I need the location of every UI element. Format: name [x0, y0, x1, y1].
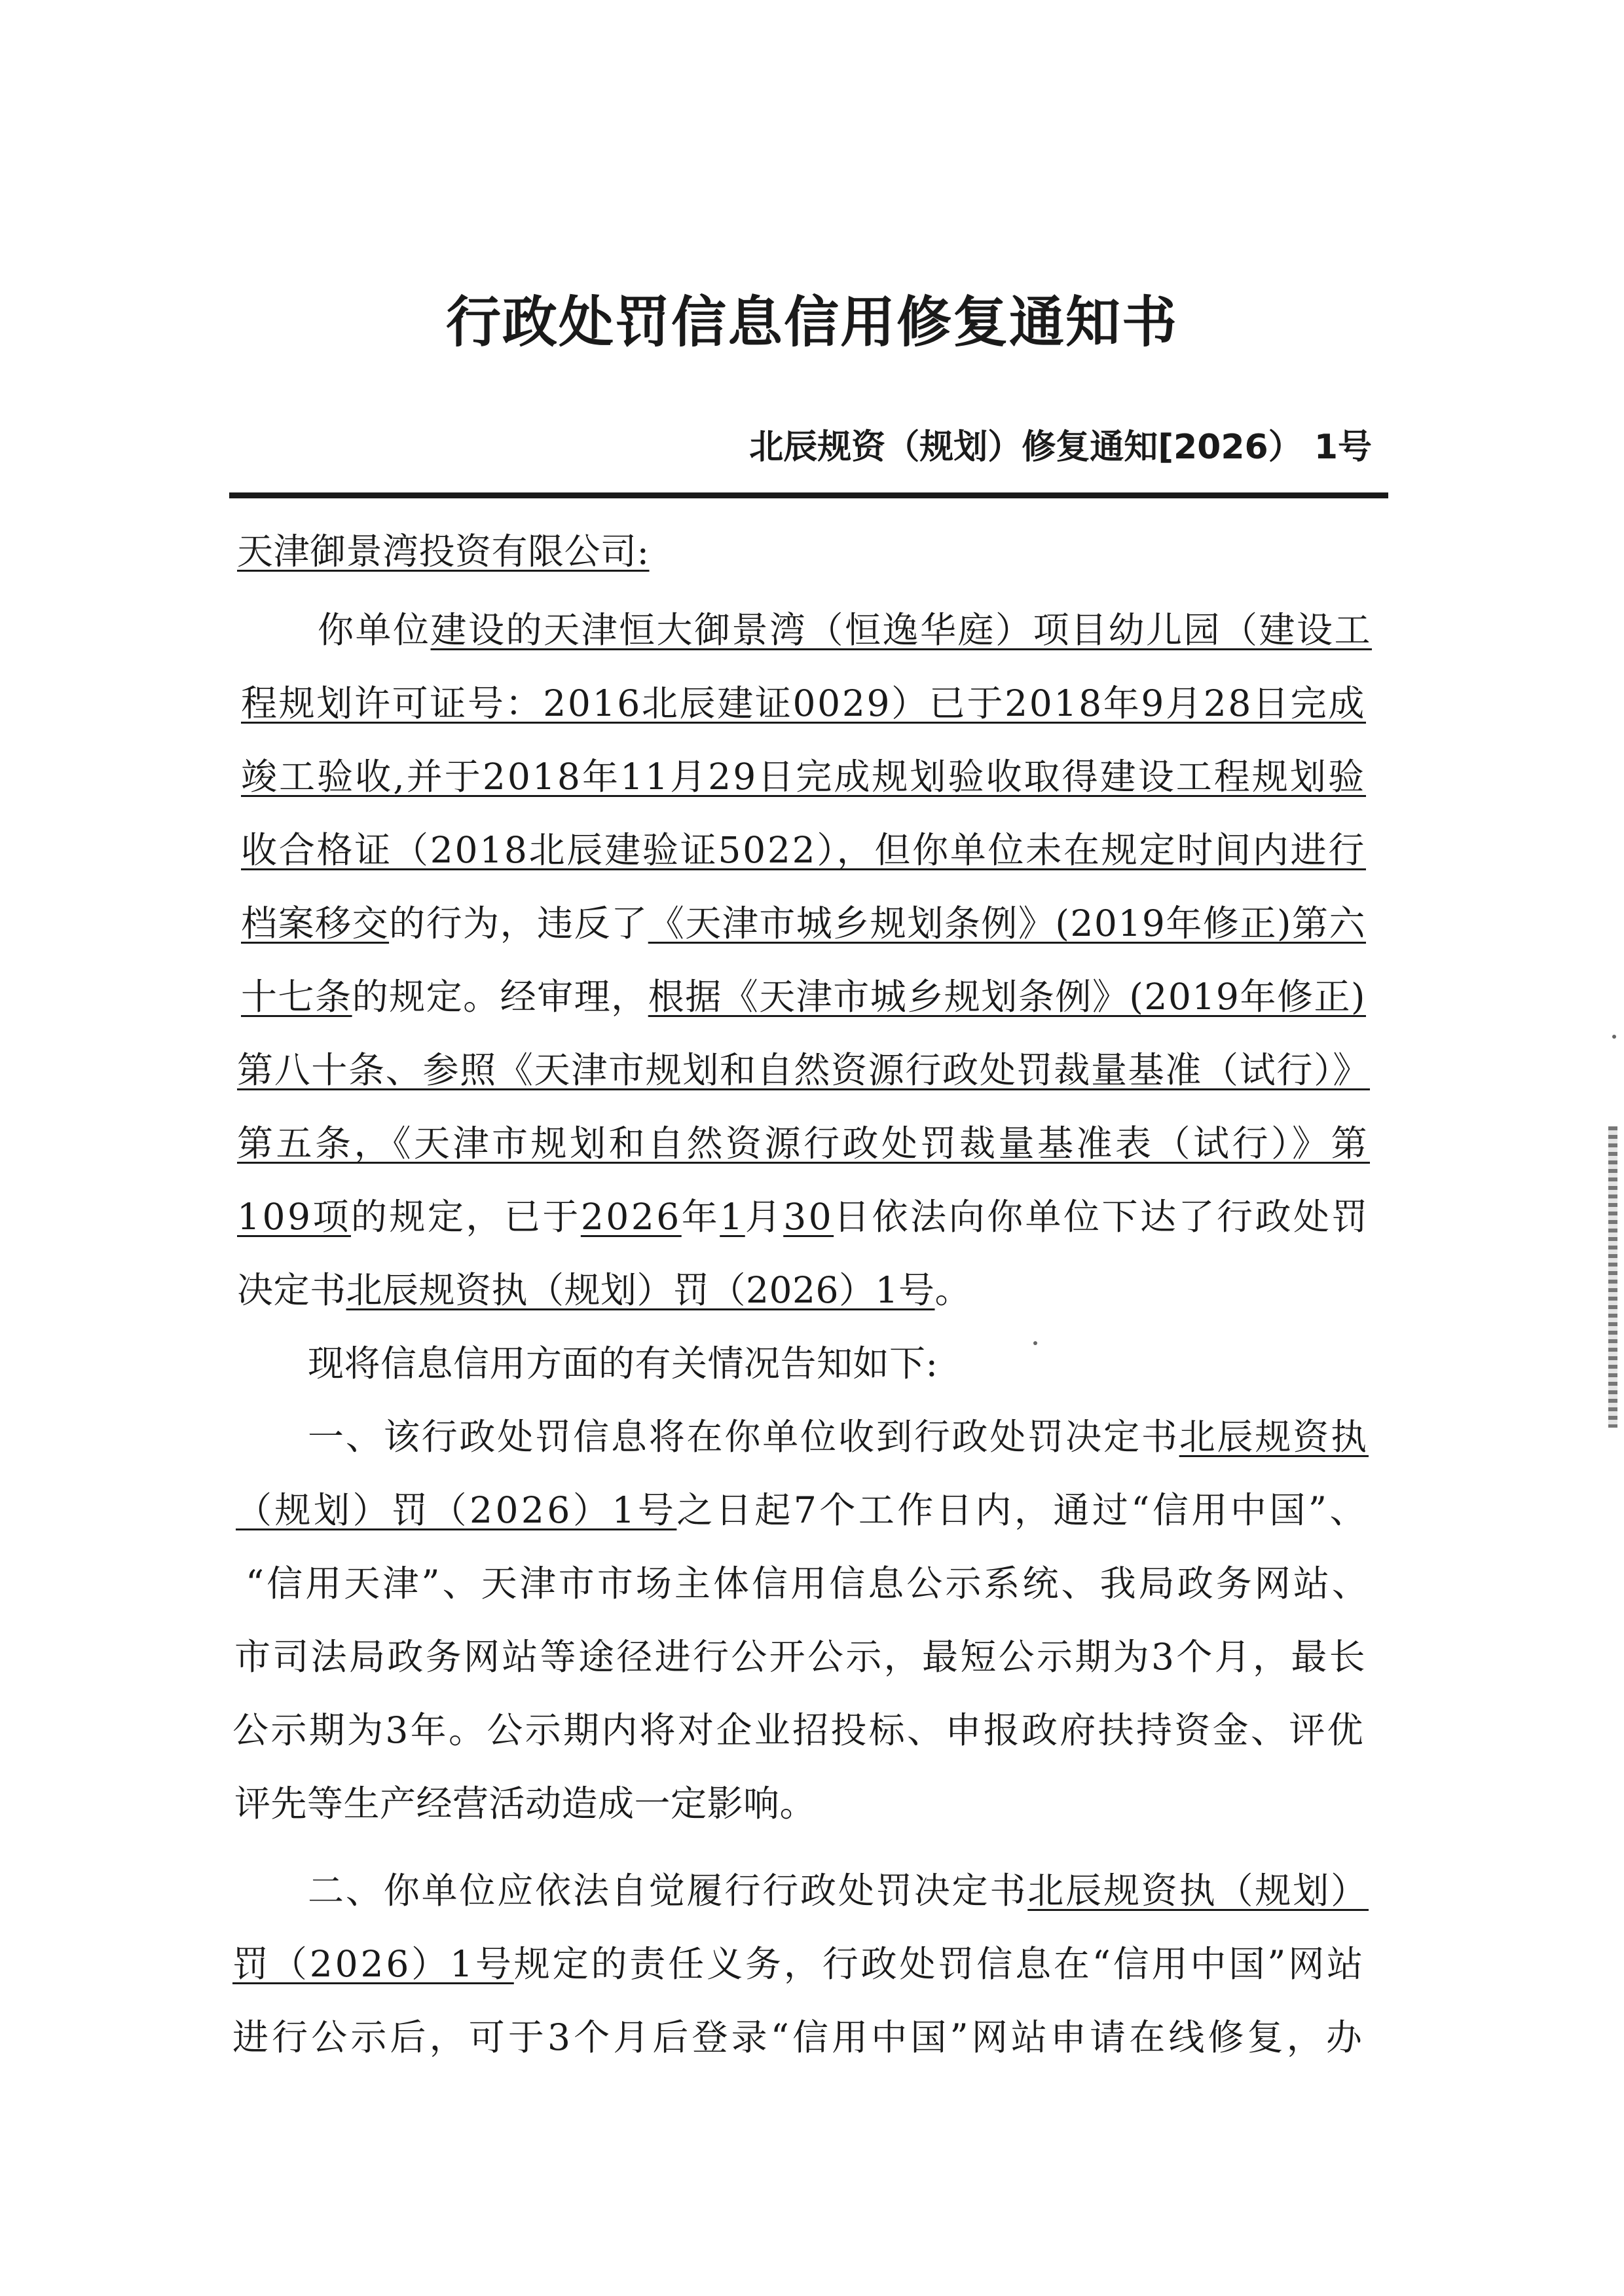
body-text-segment: 年 — [681, 1196, 720, 1238]
scan-artifact — [1612, 1035, 1616, 1039]
body-line — [308, 1342, 938, 1384]
underlined-text: 109项 — [237, 1196, 351, 1238]
body-line — [236, 1489, 1369, 1531]
header-divider — [229, 492, 1388, 498]
body-line — [241, 902, 1366, 944]
underlined-text: 《天津市城乡规划条例》(2019年修正)第六 — [648, 902, 1366, 944]
recipient: 天津御景湾投资有限公司: — [237, 530, 650, 572]
body-line — [234, 1636, 1367, 1678]
underlined-text: 30 — [783, 1196, 834, 1238]
underlined-text: 2026 — [580, 1196, 682, 1238]
body-text-segment: 公示期为3年。公示期内将对企业招投标、申报政府扶持资金、评优 — [232, 1709, 1365, 1751]
body-text-segment: 的规定，已于 — [350, 1196, 581, 1238]
body-line — [241, 756, 1366, 798]
body-line — [234, 1783, 817, 1824]
underlined-text: 北辰规资执（规划）罚（2026）1号 — [346, 1269, 935, 1311]
underlined-text: 北辰规资执 — [1179, 1416, 1369, 1458]
underlined-text: 程规划许可证号：2016北辰建证0029）已于2018年9月28日完成 — [241, 682, 1366, 724]
underlined-text: 十七条 — [241, 976, 352, 1018]
body-line — [241, 976, 1366, 1018]
underlined-text: 第五条，《天津市规划和自然资源行政处罚裁量基准表（试行）》第 — [237, 1122, 1370, 1164]
body-line — [241, 682, 1366, 724]
body-line — [246, 1563, 1371, 1604]
document-number: 北辰规资（规划）修复通知[2026） 1号 — [749, 428, 1372, 467]
body-line — [318, 609, 1372, 651]
underlined-text: 北辰规资执（规划） — [1027, 1870, 1369, 1912]
underlined-text: 档案移交 — [241, 902, 390, 944]
body-line — [237, 1049, 1370, 1091]
recipient-line — [237, 530, 650, 572]
body-text-segment: 规定的责任义务，行政处罚信息在“信用中国”网站 — [513, 1943, 1365, 1985]
underlined-text: 根据《天津市城乡规划条例》(2019年修正) — [648, 976, 1366, 1018]
body-text-segment: 日依法向你单位下达了行政处罚 — [834, 1196, 1370, 1238]
body-text-segment: 进行公示后，可于3个月后登录“信用中国”网站申请在线修复，办 — [232, 2016, 1365, 2058]
underlined-text: 1 — [720, 1196, 745, 1238]
scan-artifact — [1033, 1341, 1037, 1345]
body-text-segment: 。 — [934, 1269, 971, 1311]
body-text-segment: 你单位 — [318, 609, 431, 651]
body-text-segment: 月 — [745, 1196, 784, 1238]
underlined-text: 罚（2026）1号 — [232, 1943, 514, 1985]
body-text-segment: “信用天津”、天津市市场主体信用信息公示系统、我局政务网站、 — [246, 1563, 1371, 1604]
underlined-text: 收合格证（2018北辰建验证5022），但你单位未在规定时间内进行 — [241, 829, 1366, 871]
underlined-text: 第八十条、参照《天津市规划和自然资源行政处罚裁量基准（试行）》 — [237, 1049, 1370, 1091]
body-line — [237, 1122, 1370, 1164]
body-text-segment: 一、该行政处罚信息将在你单位收到行政处罚决定书 — [308, 1416, 1179, 1458]
body-line — [241, 829, 1366, 871]
body-text-segment: 二、你单位应依法自觉履行行政处罚决定书 — [308, 1870, 1028, 1912]
body-text-segment: 评先等生产经营活动造成一定影响。 — [234, 1783, 817, 1824]
document-title: 行政处罚信息信用修复通知书 — [445, 290, 1178, 354]
body-text-segment: 的行为，违反了 — [389, 902, 648, 944]
body-line — [237, 1196, 1370, 1238]
body-text-segment: 市司法局政务网站等途径进行公开公示，最短公示期为3个月，最长 — [234, 1636, 1367, 1678]
body-line — [237, 1269, 971, 1311]
scan-artifact — [1608, 1126, 1617, 1428]
body-text-segment: 之日起7个工作日内，通过“信用中国”、 — [676, 1489, 1369, 1531]
body-line — [232, 1709, 1365, 1751]
body-text-segment: 现将信息信用方面的有关情况告知如下: — [308, 1342, 938, 1384]
body-line — [308, 1870, 1369, 1912]
underlined-text: 竣工验收,并于2018年11月29日完成规划验收取得建设工程规划验 — [241, 756, 1366, 798]
underlined-text: （规划）罚（2026）1号 — [236, 1489, 677, 1531]
body-line — [308, 1416, 1369, 1458]
body-text-segment: 的规定。经审理， — [352, 976, 648, 1018]
body-line — [232, 2016, 1365, 2058]
underlined-text: 建设的天津恒大御景湾（恒逸华庭）项目幼儿园（建设工 — [430, 609, 1372, 651]
body-line — [232, 1943, 1365, 1985]
body-text-segment: 决定书 — [237, 1269, 346, 1311]
